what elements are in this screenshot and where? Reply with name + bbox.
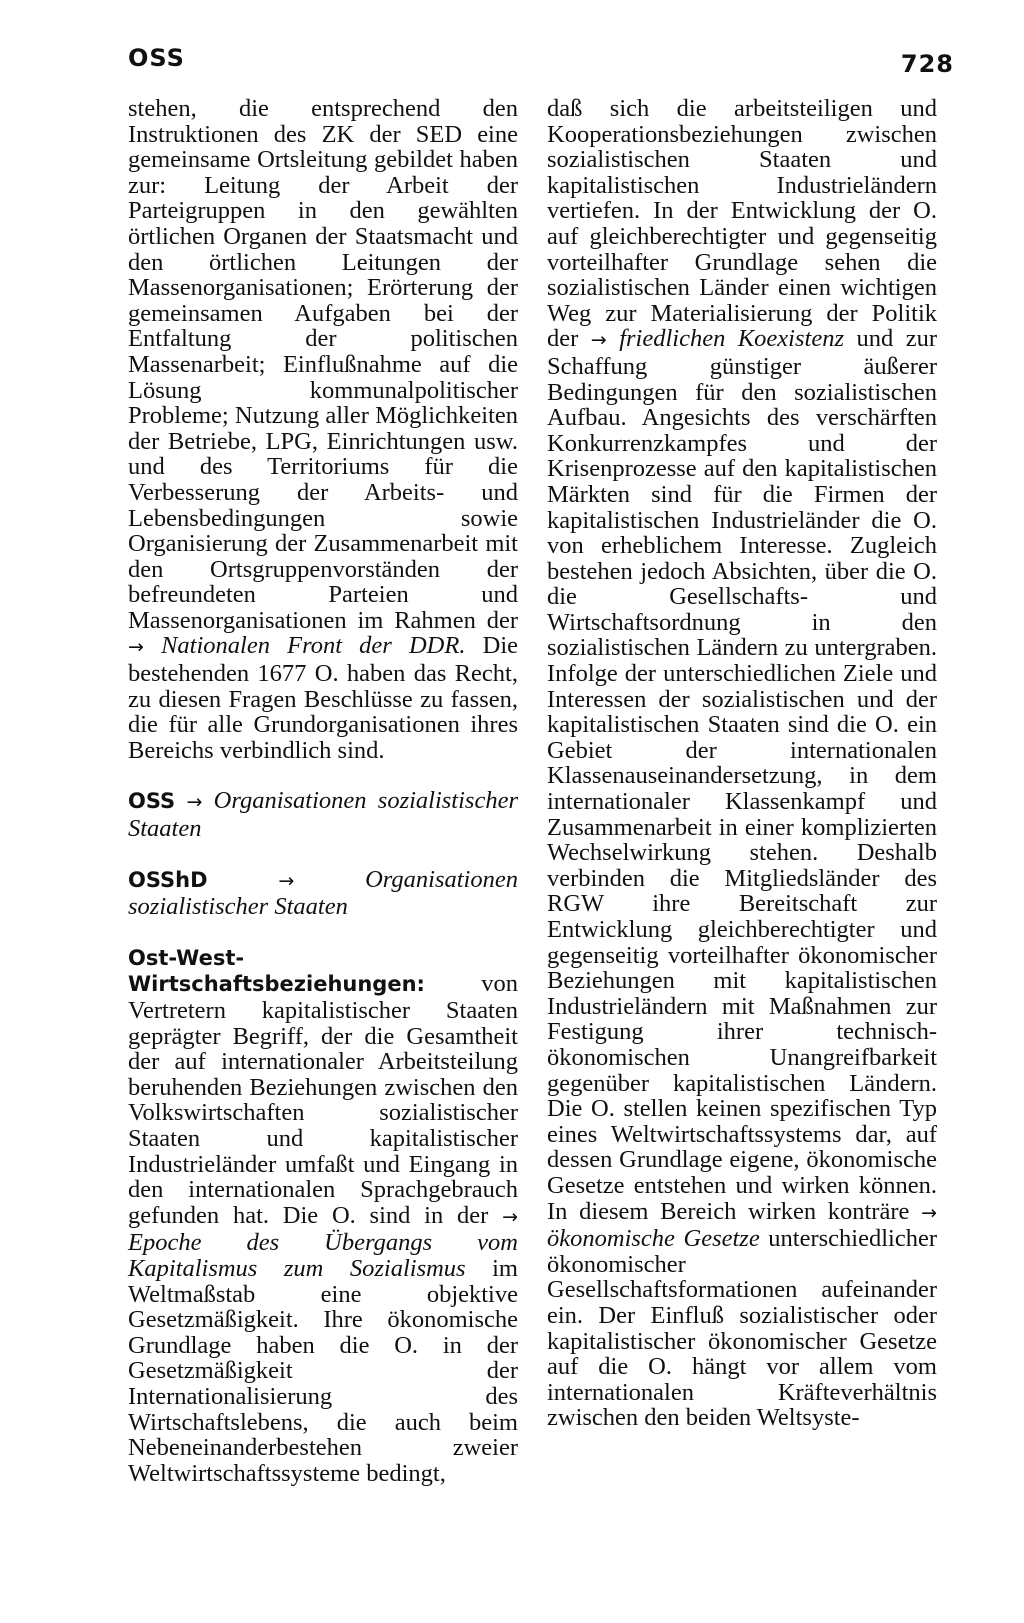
cross-reference[interactable]: Nationalen Front der DDR. <box>161 632 466 660</box>
body-text: unterschiedlicher ökonomischer Gesellschaftsformationen aufeinander ein. Der Einfluß sozialistischer oder kapitalistischer ökonomischer Gesetze auf die O. hängt vor allem vom internationalen Kräfteverhältnis zwischen den beiden Weltsyste- <box>547 1225 937 1432</box>
body-text: im Weltmaßstab eine objektive Gesetzmäßigkeit. Ihre ökonomische Grundlage haben die O. in der Gesetzmäßigkeit der Internationalisierung des Wirtschaftslebens, die auch beim Nebeneinanderbestehen zweier Weltwirtschaftssysteme bedingt, <box>128 1254 518 1487</box>
continued-entry <box>128 96 518 763</box>
reference-arrow-icon: → <box>590 329 607 352</box>
right-column <box>547 96 937 1431</box>
reference-arrow-icon: → <box>128 636 144 659</box>
body-text: daß sich die arbeitsteiligen und Kooperationsbeziehungen zwischen sozialistischen Staaten und kapitalistischen Industrieländern vertiefen. In der Entwicklung der O. auf gleichberechtigter und gegenseitig vorteilhafter Grundlage sehen die sozialistischen Länder einen wichtigen Weg zur Materialisierung der Politik der <box>547 95 937 353</box>
cross-reference[interactable]: Organisationen sozialistischer Staaten <box>128 865 518 921</box>
entry-osshd <box>128 867 518 920</box>
cross-reference[interactable]: Epoche des Übergangs vom Kapitalismus zum Sozialismus <box>128 1229 518 1282</box>
body-text: Die bestehenden 1677 O. haben das Recht, zu diesen Fragen Beschlüsse zu fassen, die für alle Grundorganisationen ihres Bereichs verbindlich sind. <box>128 632 518 764</box>
reference-arrow-icon: → <box>502 1205 518 1228</box>
reference-arrow-icon: → <box>186 791 203 814</box>
reference-arrow-icon: → <box>278 869 295 892</box>
entry-term: OSShD <box>128 867 208 892</box>
page-number: 728 <box>900 50 954 78</box>
body-text: und zur Schaffung günstiger äußerer Bedingungen für den sozialistischen Aufbau. Angesichts des verschärften Konkurrenzkampfes und der Krisenprozesse auf den kapitalistischen Märkten sind für die Firmen der kapitalistischen Industrieländer die O. von erheblichem Interesse. Zugleich bestehen jedoch Absichten, über die O. die Gesellschafts- und Wirtschaftsordnung in den sozialistischen Ländern zu untergraben. Infolge der unterschiedlichen Ziele und Interessen der sozialistischen und der kapitalistischen Staaten sind die O. ein Gebiet der internationalen Klassenauseinandersetzung, in dem internationaler Klassenkampf und Zusammenarbeit in einer komplizierten Wechselwirkung stehen. Deshalb verbinden die Mitgliedsländer des RGW ihre Bereitschaft zur Entwicklung gleichberechtigter und gegenseitig vorteilhafter ökonomischer Beziehungen mit kapitalistischen Industrieländern mit Maßnahmen zur Festigung ihrer technisch-ökonomischen Unangreifbarkeit gegenüber kapitalistischen Ländern. Die O. stellen keinen spezifischen Typ eines Weltwirtschaftssystems dar, auf dessen Grundlage eigene, ökonomische Gesetze entstehen und wirken können. In diesem Bereich wirken konträre <box>547 325 937 1225</box>
cross-reference[interactable]: friedlichen Koexistenz <box>619 325 844 353</box>
entry-ost-west <box>128 945 518 1486</box>
running-head-keyword: OSS <box>128 44 185 72</box>
body-text: von Vertretern kapitalistischer Staaten geprägter Begriff, der die Gesamtheit der auf internationaler Arbeitsteilung beruhenden Beziehungen zwischen den Volkswirtschaften sozialistischer Staaten und kapitalistischer Industrieländer umfaßt und Eingang in den internationalen Sprachgebrauch gefunden hat. Die O. sind in der <box>128 970 518 1229</box>
continued-entry <box>547 96 937 1431</box>
left-column <box>128 96 518 1486</box>
cross-reference[interactable]: ökonomische Gesetze <box>547 1225 760 1253</box>
cross-reference[interactable]: Organisationen sozialistischer Staaten <box>128 787 518 843</box>
entry-oss <box>128 788 518 841</box>
entry-term: OSS <box>128 789 176 814</box>
reference-arrow-icon: → <box>921 1201 937 1224</box>
entry-term: Ost-West-Wirtschaftsbeziehungen: <box>128 945 425 997</box>
body-text: stehen, die entsprechend den Instruktionen des ZK der SED eine gemeinsame Ortsleitung gebildet haben zur: Leitung der Arbeit der Parteigruppen in den gewählten örtlichen Organen der Staatsmacht und den örtlichen Leitungen der Massenorganisationen; Erörterung der gemeinsamen Aufgaben bei der Entfaltung der politischen Massenarbeit; Einflußnahme auf die Lösung kommunalpolitischer Probleme; Nutzung aller Möglichkeiten der Betriebe, LPG, Einrichtungen usw. und des Territoriums für die Verbesserung der Arbeits- und Lebensbedingungen sowie Organisierung der Zusammenarbeit mit den Ortsgruppenvorständen der befreundeten Parteien und Massenorganisationen im Rahmen der <box>128 95 518 634</box>
